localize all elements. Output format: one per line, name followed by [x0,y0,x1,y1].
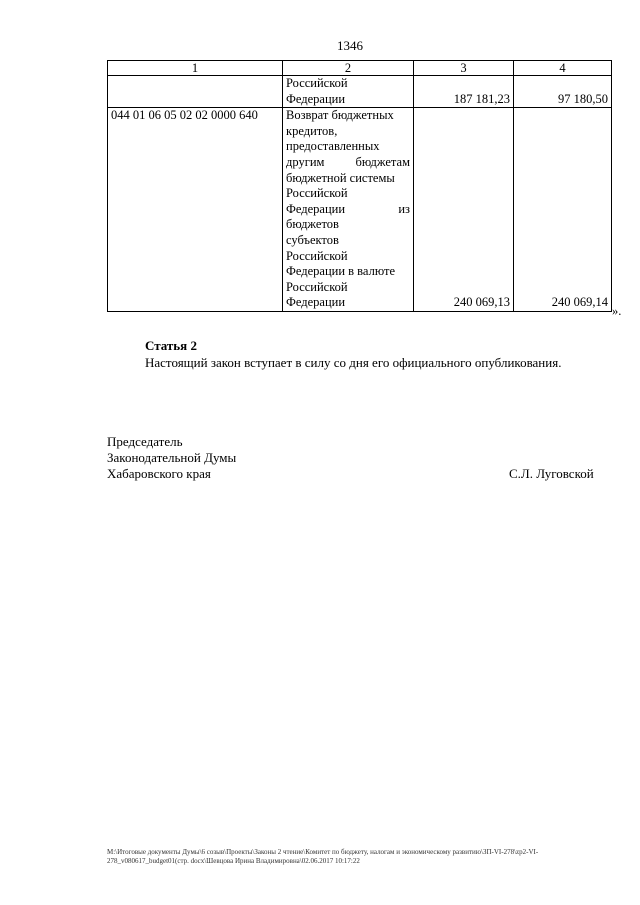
amount-col4: 240 069,14 [514,108,612,312]
name-line: Федерации [286,91,346,106]
signature-title-line: Председатель [107,434,183,449]
article-text: Настоящий закон вступает в силу со дня его официального опубликования. [145,355,562,370]
name-line: Федерации в валюте [286,264,396,279]
article-heading: Статья 2 [145,338,197,353]
table-row [108,76,612,108]
header-cell-4: 4 [514,61,612,76]
name-line: Федерации [286,295,346,310]
name-line: Российской [286,186,348,201]
name-line: кредитов, [286,123,338,138]
code-cell [108,76,283,108]
name-line: бюджетной системы [286,170,395,185]
name-line: другим бюджетам [286,154,410,169]
amount-col3: 187 181,23 [414,76,514,108]
name-line: Российской [286,248,348,263]
header-cell-1: 1 [108,61,283,76]
signature-title-line: Законодательной Думы [107,450,237,465]
name-line: Российской [286,76,348,90]
amount-col3: 240 069,13 [414,108,514,312]
header-cell-2: 2 [283,61,414,76]
amount-col4: 97 180,50 [514,76,612,108]
table-header-row [108,61,612,76]
name-line: бюджетов [286,217,339,232]
file-path-footer: M:\Итоговые документы Думы\6 созыв\Проекты\Законы 2 чтение\Комитет по бюджету, налогам и экономическому развитию\ЗП-VI-278\zp2-VI-278_v080617_budget01(стр. docx\Шевцова Ирина Владимировна\02.06.2017 10:17:22 [107,848,539,865]
name-cell [283,76,414,108]
header-cell-3: 3 [414,61,514,76]
signer-name: С.Л. Луговской [509,466,594,481]
name-line: Российской [286,279,348,294]
signature-title [107,434,236,482]
budget-table [107,60,612,312]
signature-title-line: Хабаровского края [107,466,211,481]
page-number: 1346 [337,38,363,53]
name-line: предоставленных [286,139,380,154]
name-line: Возврат бюджетных [286,108,394,123]
name-line: Федерации из [286,201,410,216]
closing-quote: ». [612,304,622,318]
code-cell: 044 01 06 05 02 02 0000 640 [108,108,283,312]
name-cell [283,108,414,312]
name-line: субъектов [286,232,339,247]
table-row [108,108,612,312]
